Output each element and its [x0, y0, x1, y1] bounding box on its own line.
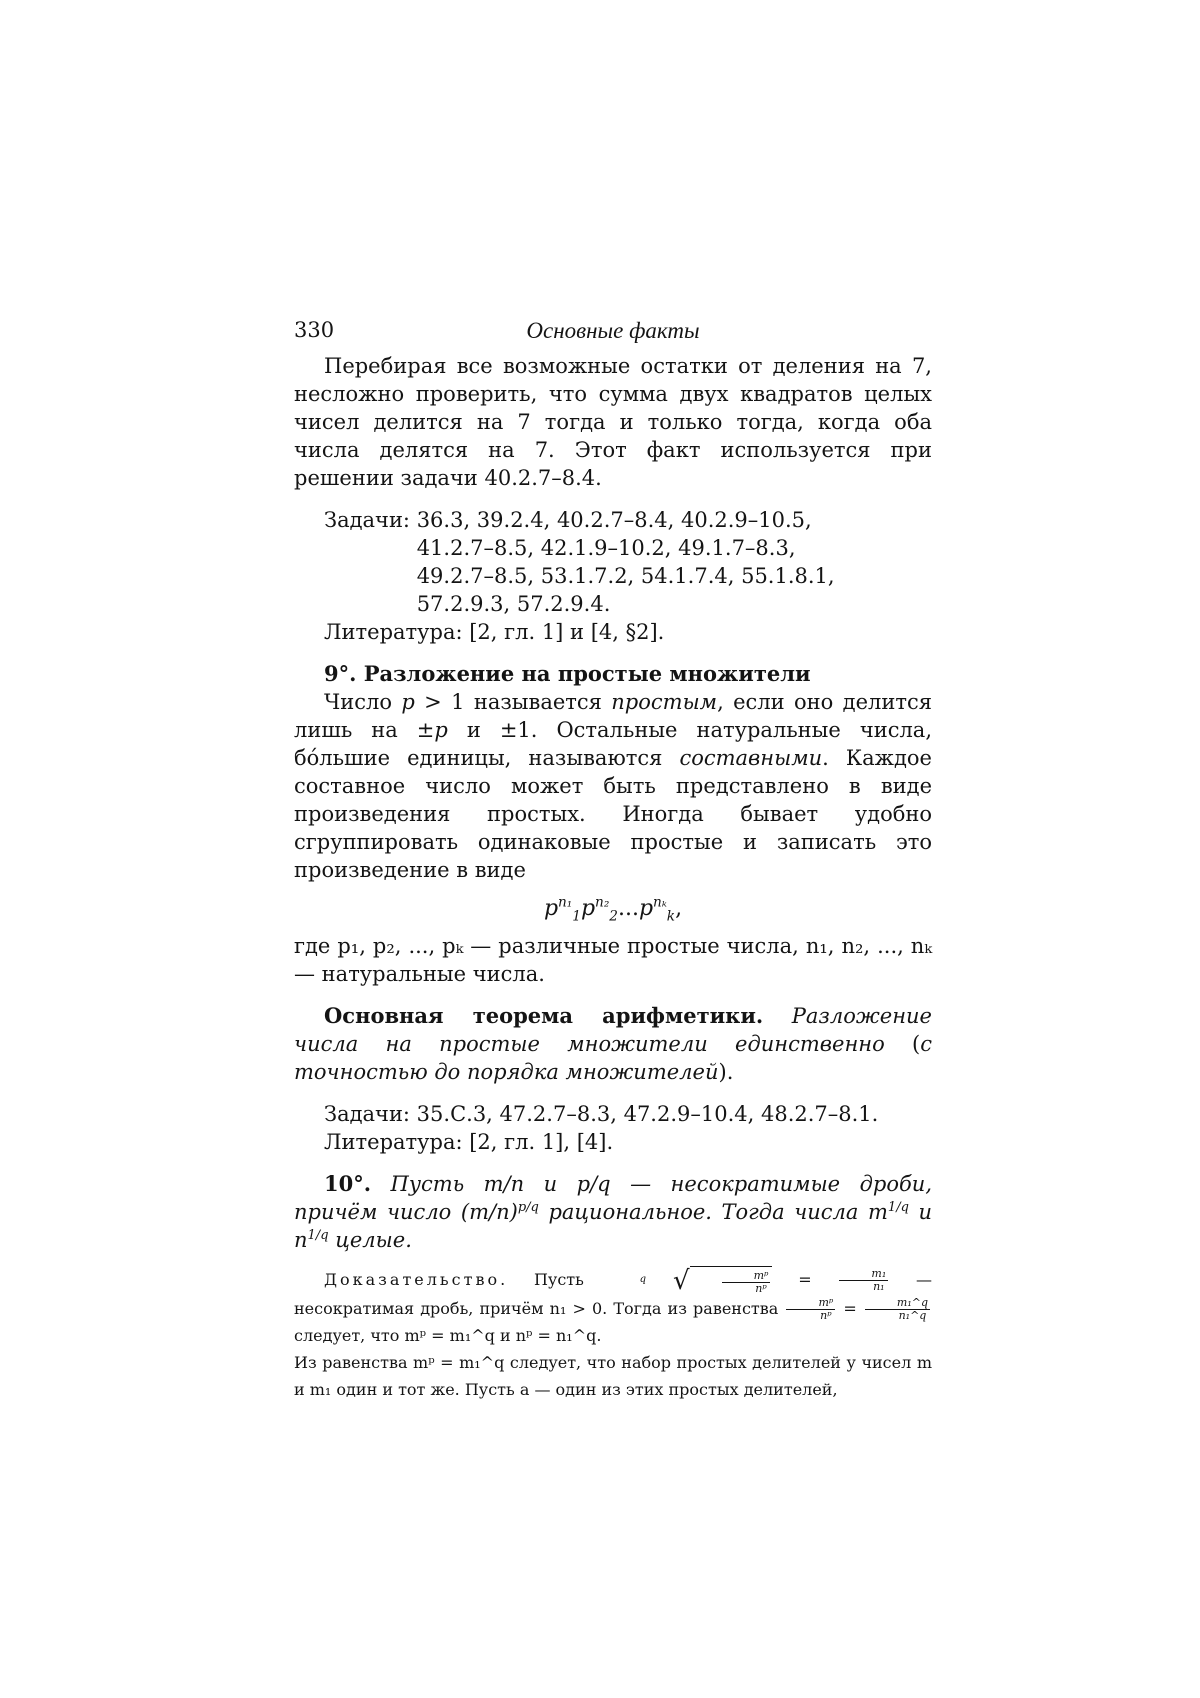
term-composite: составными	[679, 746, 822, 770]
section-10-paragraph: 10°. Пусть m/n и p/q — несократимые дроби, причём число (m/n)p/q рациональное. Тогда числа m1/q и n1/q целые.	[294, 1170, 932, 1254]
theorem-paragraph: Основная теорема арифметики. Разложение числа на простые множители единственно (с точностью до порядка множителей).	[294, 1002, 932, 1086]
tasks-line: 49.2.7–8.5, 53.1.7.2, 54.1.7.4, 55.1.8.1,	[417, 562, 932, 590]
section-9-title: Разложение на простые множители	[364, 661, 811, 686]
running-header	[294, 318, 932, 352]
proof-paragraph: Доказательство. Пусть q √ mᵖ nᵖ = m₁ n₁ — несократимая дробь, причём n₁ > 0. Тогда из равенства mᵖ nᵖ = m₁^q n₁^q следует, что mᵖ = m₁^q и nᵖ = n₁^q.	[294, 1266, 932, 1349]
tasks-line: 36.3, 39.2.4, 40.2.7–8.4, 40.2.9–10.5,	[417, 506, 932, 534]
theorem-statement: Разложение числа на простые множители единственно	[294, 1004, 932, 1056]
fraction-mp-np: mᵖ nᵖ	[786, 1297, 835, 1322]
tasks-label: Задачи:	[324, 506, 417, 618]
main-text	[294, 352, 932, 1254]
proof-word: Доказательство.	[324, 1270, 508, 1289]
tasks-line: 57.2.9.3, 57.2.9.4.	[417, 590, 932, 618]
tasks-line: 41.2.7–8.5, 42.1.9–10.2, 49.1.7–8.3,	[417, 534, 932, 562]
section-9-paragraph: Число p > 1 называется простым, если оно делится лишь на ±p и ±1. Остальные натуральные числа, бóльшие единицы, называются составными. Каждое составное число может быть представлено в виде произведения простых. Иногда бывает удобно сгруппировать одинаковые простые и записать это произведение в виде	[294, 688, 932, 884]
tasks-list-1	[294, 506, 932, 618]
section-10-number: 10°.	[324, 1171, 371, 1196]
fraction-m1q-n1q: m₁^q n₁^q	[865, 1297, 930, 1322]
page-number: 330	[294, 318, 334, 342]
where-paragraph: где p₁, p₂, ..., pₖ — различные простые числа, n₁, n₂, ..., nₖ — натуральные числа.	[294, 932, 932, 988]
proof-text	[294, 1266, 932, 1403]
literature-2: Литература: [2, гл. 1], [4].	[294, 1128, 932, 1156]
theorem-name: Основная теорема арифметики.	[324, 1003, 763, 1028]
fraction-m1-n1: m₁ n₁	[839, 1268, 888, 1293]
text-column	[294, 318, 932, 1403]
factorization-formula: pn₁1pn₂2...pnₖk,	[294, 894, 932, 924]
literature-1: Литература: [2, гл. 1] и [4, §2].	[294, 618, 932, 646]
intro-paragraph: Перебирая все возможные остатки от деления на 7, несложно проверить, что сумма двух квадратов целых чисел делится на 7 тогда и только тогда, когда оба числа делятся на 7. Этот факт используется при решении задачи 40.2.7–8.4.	[294, 352, 932, 492]
proof-continuation: Из равенства mᵖ = m₁^q следует, что набор простых делителей у чисел m и m₁ один и тот же. Пусть a — один из этих простых делителей,	[294, 1349, 932, 1403]
running-title: Основные факты	[294, 318, 932, 344]
term-prime: простым	[611, 690, 717, 714]
root-expression: q √ mᵖ nᵖ	[610, 1266, 773, 1295]
section-9-heading	[294, 660, 932, 688]
book-page	[0, 0, 1200, 1698]
tasks-list-2: Задачи: 35.С.3, 47.2.7–8.3, 47.2.9–10.4, 48.2.7–8.1.	[294, 1100, 932, 1128]
section-9-number: 9°.	[324, 661, 356, 686]
